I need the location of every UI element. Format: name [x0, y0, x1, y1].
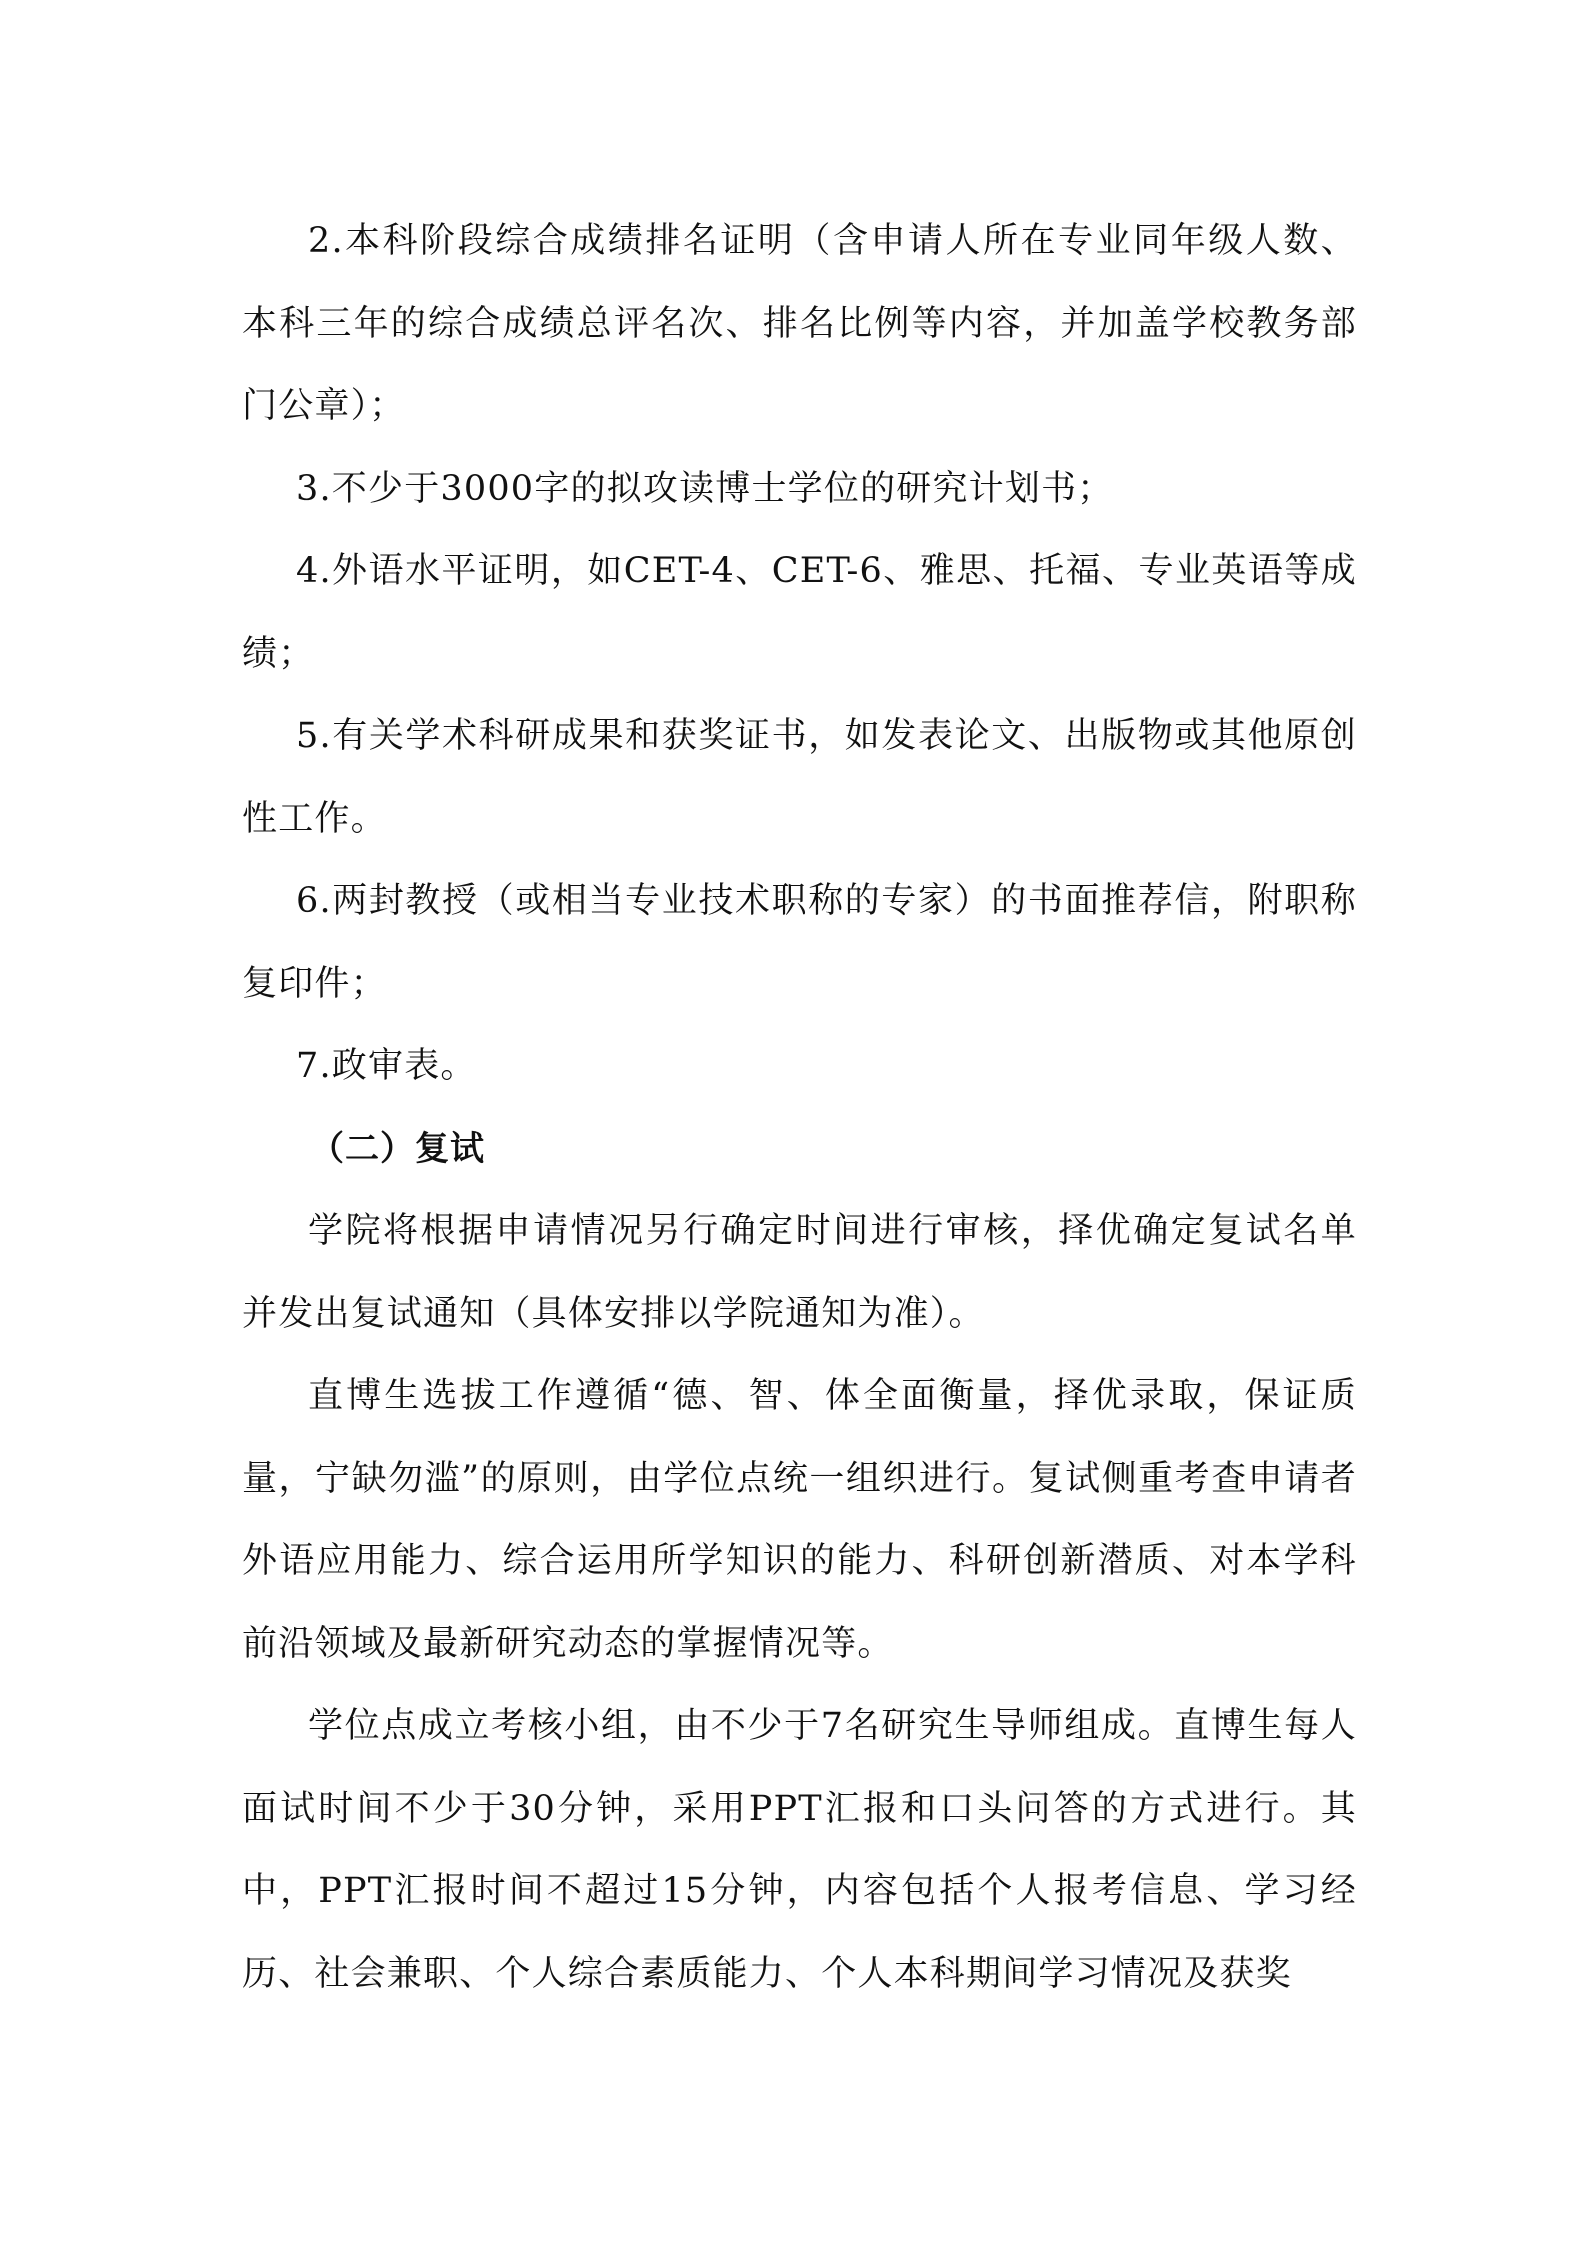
section-heading-retest: （二）复试 — [310, 1128, 485, 1169]
document-body — [242, 200, 1357, 2015]
list-item-political-review: 7.政审表。 — [296, 1046, 477, 1086]
list-item-academic-achievements: 5.有关学术科研成果和获奖证书，如发表论文、出版物或其他原创性工作。 — [242, 716, 1357, 839]
paragraph-assessment-panel: 学位点成立考核小组，由不少于7名研究生导师组成。直博生每人面试时间不少于30分钟，采用PPT汇报和口头问答的方式进行。其中，PPT汇报时间不超过15分钟，内容包括个人报考信息、学习经历、社会兼职、个人综合素质能力、个人本科期间学习情况及获奖 — [242, 1706, 1357, 1994]
list-item-research-plan: 3.不少于3000字的拟攻读博士学位的研究计划书； — [296, 468, 1114, 509]
list-item-language-proof: 4.外语水平证明，如CET-4、CET-6、雅思、托福、专业英语等成绩； — [242, 551, 1357, 674]
list-item-ranking-proof: 2.本科阶段综合成绩排名证明（含申请人所在专业同年级人数、本科三年的综合成绩总评名次、排名比例等内容，并加盖学校教务部门公章）； — [242, 221, 1357, 426]
paragraph-review: 学院将根据申请情况另行确定时间进行审核，择优确定复试名单并发出复试通知（具体安排以学院通知为准）。 — [242, 1211, 1357, 1334]
paragraph-selection-principle: 直博生选拔工作遵循“德、智、体全面衡量，择优录取，保证质量，宁缺勿滥”的原则，由学位点统一组织进行。复试侧重考查申请者外语应用能力、综合运用所学知识的能力、科研创新潜质、对本学科前沿领域及最新研究动态的掌握情况等。 — [242, 1376, 1357, 1664]
list-item-recommendation-letters: 6.两封教授（或相当专业技术职称的专家）的书面推荐信，附职称复印件； — [242, 881, 1357, 1004]
